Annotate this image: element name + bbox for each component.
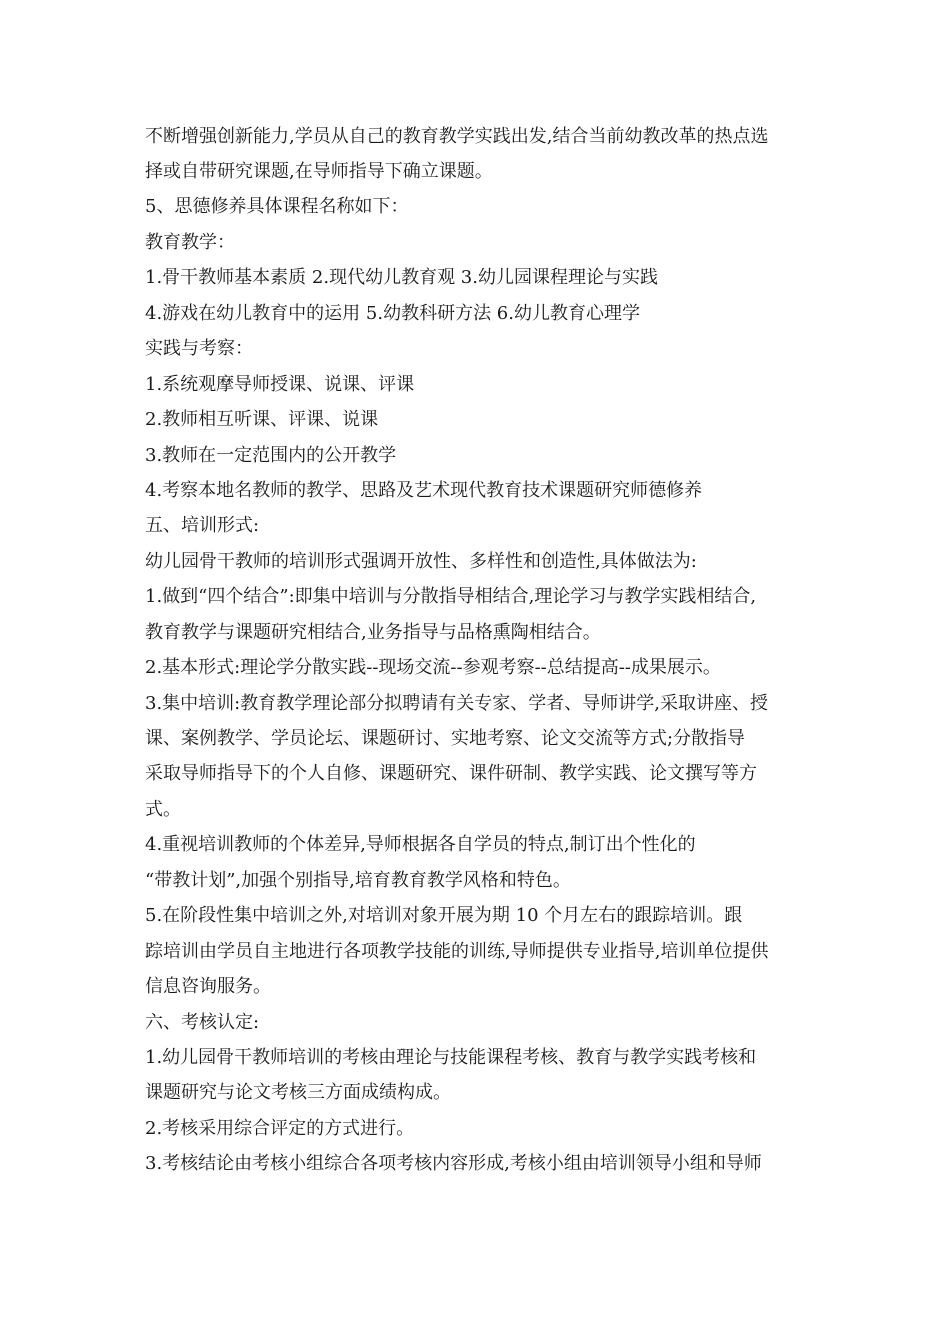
- section-heading: 五、培训形式:: [145, 515, 260, 536]
- text-line: 1.骨干教师基本素质 2.现代幼儿教育观 3.幼儿园课程理论与实践: [145, 267, 658, 288]
- text-line: 2.教师相互听课、评课、说课: [145, 409, 379, 430]
- text-line: 4.考察本地名教师的教学、思路及艺术现代教育技术课题研究师德修养: [145, 480, 703, 501]
- text-line: 2.基本形式:理论学分散实践--现场交流--参观考察--总结提高--成果展示。: [145, 657, 721, 678]
- text-line: 2.考核采用综合评定的方式进行。: [145, 1118, 415, 1139]
- text-line: 幼儿园骨干教师的培训形式强调开放性、多样性和创造性,具体做法为:: [145, 551, 697, 572]
- text-line: 1.系统观摩导师授课、说课、评课: [145, 374, 415, 395]
- text-line: 3.考核结论由考核小组综合各项考核内容形成,考核小组由培训领导小组和导师: [145, 1153, 762, 1174]
- text-line: 不断增强创新能力,学员从自己的教育教学实践出发,结合当前幼教改革的热点选: [145, 126, 769, 147]
- text-line: 3.教师在一定范围内的公开教学: [145, 445, 397, 466]
- text-line: 式。: [145, 799, 181, 820]
- text-line: 踪培训由学员自主地进行各项教学技能的训练,导师提供专业指导,培训单位提供: [145, 941, 769, 962]
- text-line: 3.集中培训:教育教学理论部分拟聘请有关专家、学者、导师讲学,采取讲座、授: [145, 693, 768, 714]
- text-line: 信息咨询服务。: [145, 976, 271, 997]
- section-heading: 六、考核认定:: [145, 1012, 260, 1033]
- text-line: 5、思德修养具体课程名称如下：: [145, 196, 409, 217]
- text-line: 采取导师指导下的个人自修、课题研究、课件研制、教学实践、论文撰写等方: [145, 763, 757, 784]
- text-line: 1.做到“四个结合”:即集中培训与分散指导相结合,理论学习与教学实践相结合,: [145, 586, 757, 607]
- text-line: 5.在阶段性集中培训之外,对培训对象开展为期 10 个月左右的跟踪培训。跟: [145, 905, 743, 926]
- text-line: 4.游戏在幼儿教育中的运用 5.幼教科研方法 6.幼儿教育心理学: [145, 303, 640, 324]
- text-line: 课、案例教学、学员论坛、课题研讨、实地考察、论文交流等方式;分散指导: [145, 728, 746, 749]
- text-line: 课题研究与论文考核三方面成绩构成。: [145, 1082, 451, 1103]
- text-line: “带教计划”,加强个别指导,培育教育教学风格和特色。: [145, 870, 571, 891]
- text-line: 实践与考察：: [145, 338, 253, 359]
- text-line: 教育教学：: [145, 232, 235, 253]
- text-line: 4.重视培训教师的个体差异,导师根据各自学员的特点,制订出个性化的: [145, 834, 696, 855]
- text-line: 1.幼儿园骨干教师培训的考核由理论与技能课程考核、教育与教学实践考核和: [145, 1047, 757, 1068]
- text-line: 择或自带研究课题,在导师指导下确立课题。: [145, 161, 493, 182]
- text-line: 教育教学与课题研究相结合,业务指导与品格熏陶相结合。: [145, 622, 601, 643]
